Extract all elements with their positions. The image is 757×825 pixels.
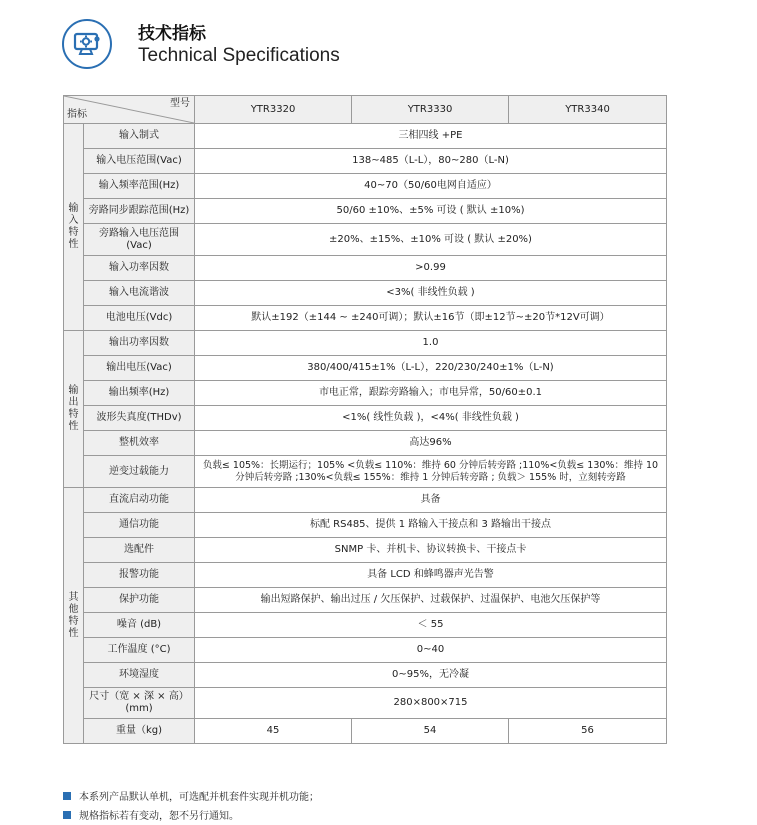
param-cell: 输入制式 xyxy=(84,124,195,149)
param-cell: 输出电压(Vac) xyxy=(84,356,195,381)
table-row xyxy=(64,124,667,149)
value-cell: 标配 RS485、提供 1 路输入干接点和 3 路输出干接点 xyxy=(195,513,667,538)
model-header-3: YTR3340 xyxy=(509,96,667,124)
table-header-row xyxy=(64,96,667,124)
param-cell: 旁路同步跟踪范围(Hz) xyxy=(84,199,195,224)
param-cell: 输出功率因数 xyxy=(84,331,195,356)
value-cell: 输出短路保护、输出过压 / 欠压保护、过载保护、过温保护、电池欠压保护等 xyxy=(195,588,667,613)
value-cell: ±20%、±15%、±10% 可设 ( 默认 ±20%) xyxy=(195,224,667,256)
value-cell: 0~40 xyxy=(195,638,667,663)
footnotes xyxy=(63,786,319,824)
table-row xyxy=(64,224,667,256)
index-label: 指标 xyxy=(67,109,87,120)
table-row xyxy=(64,174,667,199)
weight-value-1: 45 xyxy=(195,719,352,744)
footnote-item xyxy=(63,805,319,824)
value-cell: 40~70（50/60电网自适应） xyxy=(195,174,667,199)
value-cell: 负载≤ 105%：长期运行；105% <负载≤ 110%：维持 60 分钟后转旁路 ;110%<负载≤ 130%：维持 10 分钟后转旁路 ;130%<负载≤ 155%：维持 1 分钟后转旁路 ; 负载＞ 155% 时，立刻转旁路 xyxy=(195,456,667,488)
table-row xyxy=(64,719,667,744)
weight-value-3: 56 xyxy=(509,719,667,744)
value-cell: <1%( 线性负载 )，<4%( 非线性负载 ) xyxy=(195,406,667,431)
param-cell: 环境湿度 xyxy=(84,663,195,688)
table-row xyxy=(64,199,667,224)
footnote-item xyxy=(63,786,319,805)
param-cell: 波形失真度(THDv) xyxy=(84,406,195,431)
table-row xyxy=(64,381,667,406)
param-cell: 输出频率(Hz) xyxy=(84,381,195,406)
value-cell: 具备 xyxy=(195,488,667,513)
param-cell: 通信功能 xyxy=(84,513,195,538)
table-row xyxy=(64,613,667,638)
table-row xyxy=(64,688,667,719)
param-cell: 直流启动功能 xyxy=(84,488,195,513)
param-cell: 重量（kg) xyxy=(84,719,195,744)
param-cell: 工作温度 (°C) xyxy=(84,638,195,663)
value-cell: 1.0 xyxy=(195,331,667,356)
model-label: 型号 xyxy=(170,98,190,109)
value-cell: 380/400/415±1%（L-L），220/230/240±1%（L-N) xyxy=(195,356,667,381)
table-row xyxy=(64,356,667,381)
value-cell: 默认±192（±144 ~ ±240可调）；默认±16节（即±12节~±20节*12V可调） xyxy=(195,306,667,331)
table-row xyxy=(64,588,667,613)
value-cell: 三相四线 +PE xyxy=(195,124,667,149)
table-row xyxy=(64,306,667,331)
param-cell: 报警功能 xyxy=(84,563,195,588)
param-cell: 尺寸（宽 × 深 × 高）(mm) xyxy=(84,688,195,719)
table-row xyxy=(64,281,667,306)
param-cell: 旁路输入电压范围(Vac) xyxy=(84,224,195,256)
page-title-en: Technical Specifications xyxy=(138,45,340,66)
table-row xyxy=(64,563,667,588)
param-cell: 噪音 (dB) xyxy=(84,613,195,638)
table-row xyxy=(64,149,667,174)
spec-table xyxy=(63,95,667,744)
param-cell: 输入频率范围(Hz) xyxy=(84,174,195,199)
model-header-1: YTR3320 xyxy=(195,96,352,124)
square-bullet-icon xyxy=(63,811,71,819)
value-cell: 具备 LCD 和蜂鸣器声光告警 xyxy=(195,563,667,588)
value-cell: 高达96% xyxy=(195,431,667,456)
param-cell: 整机效率 xyxy=(84,431,195,456)
value-cell: 50/60 ±10%、±5% 可设 ( 默认 ±10%) xyxy=(195,199,667,224)
gear-monitor-icon xyxy=(62,19,112,69)
table-row xyxy=(64,663,667,688)
table-row xyxy=(64,406,667,431)
model-header-2: YTR3330 xyxy=(352,96,509,124)
value-cell: >0.99 xyxy=(195,256,667,281)
square-bullet-icon xyxy=(63,792,71,800)
table-row xyxy=(64,513,667,538)
value-cell: 0~95%，无冷凝 xyxy=(195,663,667,688)
table-row xyxy=(64,638,667,663)
param-cell: 电池电压(Vdc) xyxy=(84,306,195,331)
table-row xyxy=(64,538,667,563)
value-cell: <3%( 非线性负载 ) xyxy=(195,281,667,306)
footnote-text: 本系列产品默认单机，可选配并机套件实现并机功能； xyxy=(79,792,319,803)
param-cell: 保护功能 xyxy=(84,588,195,613)
param-cell: 输入电压范围(Vac) xyxy=(84,149,195,174)
group-input-label: 输 入 特 性 xyxy=(64,124,84,331)
table-row xyxy=(64,256,667,281)
value-cell: 280×800×715 xyxy=(195,688,667,719)
value-cell: ＜ 55 xyxy=(195,613,667,638)
page-title-cn: 技术指标 xyxy=(138,24,206,44)
footnote-text: 规格指标若有变动，恕不另行通知。 xyxy=(79,811,239,822)
table-row xyxy=(64,431,667,456)
value-cell: SNMP 卡、并机卡、协议转换卡、干接点卡 xyxy=(195,538,667,563)
param-cell: 逆变过载能力 xyxy=(84,456,195,488)
group-output-label: 输 出 特 性 xyxy=(64,331,84,488)
value-cell: 市电正常，跟踪旁路输入；市电异常，50/60±0.1 xyxy=(195,381,667,406)
group-other-label: 其 他 特 性 xyxy=(64,488,84,744)
param-cell: 输入功率因数 xyxy=(84,256,195,281)
corner-header-cell xyxy=(64,96,195,124)
param-cell: 输入电流谐波 xyxy=(84,281,195,306)
table-row xyxy=(64,488,667,513)
weight-value-2: 54 xyxy=(352,719,509,744)
table-row xyxy=(64,331,667,356)
value-cell: 138~485（L-L），80~280（L-N) xyxy=(195,149,667,174)
param-cell: 选配件 xyxy=(84,538,195,563)
table-row xyxy=(64,456,667,488)
